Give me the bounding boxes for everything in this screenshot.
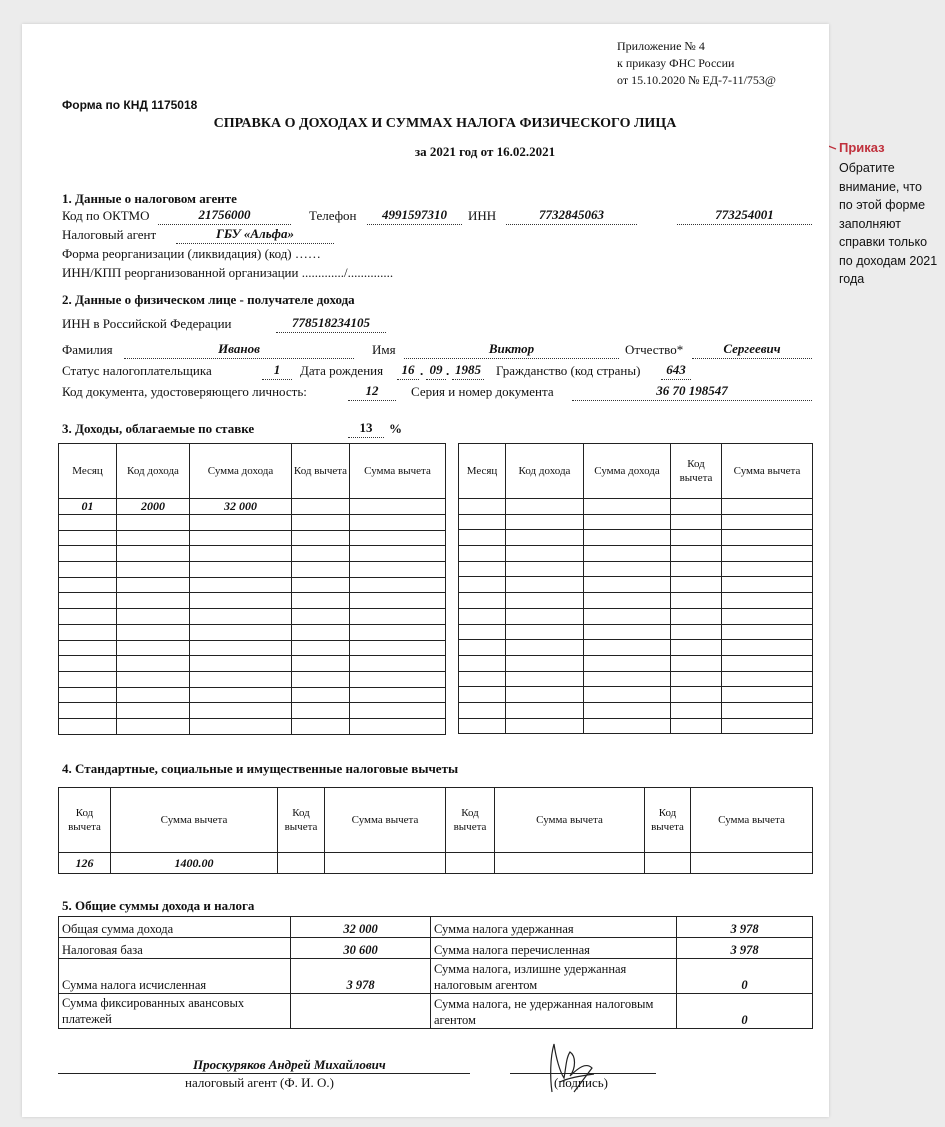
table-row <box>59 499 446 515</box>
totals-table <box>58 916 813 1029</box>
surname-value: Иванов <box>218 341 260 356</box>
col-deduction-amount: Сумма вычета <box>111 788 278 853</box>
section1-heading: 1. Данные о налоговом агенте <box>62 191 237 206</box>
oktmo-label: Код по ОКТМО <box>62 208 150 223</box>
doc-code-value: 12 <box>365 383 379 398</box>
appendix-line-2: к приказу ФНС России <box>617 56 735 70</box>
col-deduction-code: Код вычета <box>671 444 722 499</box>
table-row <box>459 499 813 515</box>
tax-transferred-value: 3 978 <box>677 938 813 959</box>
table-row <box>59 624 446 640</box>
agent-kpp-value: 773254001 <box>715 207 774 222</box>
section5-heading: 5. Общие суммы дохода и налога <box>62 898 255 913</box>
income-code-cell: 2000 <box>117 499 190 515</box>
patronymic-value: Сергеевич <box>723 341 781 356</box>
col-deduction-amount: Сумма вычета <box>722 444 813 499</box>
deduction-code-cell: 126 <box>59 853 111 874</box>
total-income-value: 32 000 <box>291 917 431 938</box>
table-row <box>59 853 813 874</box>
citizenship-value: 643 <box>666 362 686 377</box>
status-value: 1 <box>273 362 281 377</box>
table-row <box>59 562 446 578</box>
tax-base-label: Налоговая база <box>59 938 291 959</box>
col-deduction-code: Код вычета <box>292 444 350 499</box>
tax-overwithheld-value: 0 <box>677 959 813 994</box>
tax-base-value: 30 600 <box>291 938 431 959</box>
income-table-right <box>458 443 813 734</box>
col-income-code: Код дохода <box>506 444 584 499</box>
table-row <box>459 577 813 593</box>
section2-heading: 2. Данные о физическом лице - получателе дохода <box>62 292 355 307</box>
deduction-amount-cell: 1400.00 <box>111 853 278 874</box>
oktmo-value: 21756000 <box>198 207 251 222</box>
document-subtitle: за 2021 год от 16.02.2021 <box>414 144 556 159</box>
col-deduction-code: Код вычета <box>446 788 495 853</box>
table-row <box>59 687 446 703</box>
table-row <box>459 718 813 734</box>
surname-label: Фамилия <box>62 342 113 357</box>
signature-caption: (подпись) <box>554 1075 608 1090</box>
agent-label: Налоговый агент <box>62 227 157 242</box>
tax-withheld-label: Сумма налога удержанная <box>431 917 677 938</box>
col-income-amount: Сумма дохода <box>584 444 671 499</box>
deduction-amount-cell <box>350 499 446 515</box>
col-deduction-code: Код вычета <box>278 788 325 853</box>
percent-sign: % <box>389 421 402 436</box>
name-value: Виктор <box>488 341 535 356</box>
tax-calculated-label: Сумма налога исчисленная <box>59 959 291 994</box>
col-deduction-code: Код вычета <box>59 788 111 853</box>
table-row <box>459 640 813 656</box>
person-inn-value: 778518234105 <box>292 315 370 330</box>
col-income-amount: Сумма дохода <box>190 444 292 499</box>
inn-label: ИНН <box>468 208 497 223</box>
table-row <box>459 702 813 718</box>
table-row <box>59 959 813 994</box>
appendix-line-3: от 15.10.2020 № ЕД-7-11/753@ <box>617 73 776 87</box>
birth-day: 16 <box>401 362 415 377</box>
col-month: Месяц <box>59 444 117 499</box>
col-deduction-amount: Сумма вычета <box>495 788 645 853</box>
doc-code-label: Код документа, удостоверяющего личность: <box>62 384 307 399</box>
tax-calculated-value: 3 978 <box>291 959 431 994</box>
birth-label: Дата рождения <box>300 363 384 378</box>
birth-year: 1985 <box>455 362 481 377</box>
table-row <box>459 546 813 562</box>
table-row <box>459 514 813 530</box>
tax-transferred-label: Сумма налога перечисленная <box>431 938 677 959</box>
appendix-line-1: Приложение № 4 <box>617 39 705 53</box>
fixed-advance-value <box>291 994 431 1029</box>
table-row <box>59 718 446 734</box>
table-row <box>459 593 813 609</box>
agent-value: ГБУ «Альфа» <box>216 226 294 241</box>
col-deduction-code: Код вычета <box>645 788 691 853</box>
table-row <box>59 530 446 546</box>
table-row <box>59 656 446 672</box>
table-row <box>59 515 446 531</box>
citizenship-label: Гражданство (код страны) <box>496 363 641 378</box>
section4-heading: 4. Стандартные, социальные и имущественные налоговые вычеты <box>62 761 459 776</box>
income-amount-cell: 32 000 <box>190 499 292 515</box>
reorg-form-label: Форма реорганизации (ликвидация) (код) …… <box>62 246 321 261</box>
tax-overwithheld-label: Сумма налога, излишне удержанная налоговым агентом <box>431 959 677 994</box>
birth-month: 09 <box>429 362 443 377</box>
table-row <box>59 577 446 593</box>
col-income-code: Код дохода <box>117 444 190 499</box>
form-code: Форма по КНД 1175018 <box>62 98 198 112</box>
deductions-table <box>58 787 813 874</box>
col-month: Месяц <box>459 444 506 499</box>
table-row <box>59 703 446 719</box>
table-row <box>59 917 813 938</box>
month-cell: 01 <box>59 499 117 515</box>
table-row <box>459 608 813 624</box>
col-deduction-amount: Сумма вычета <box>325 788 446 853</box>
fixed-advance-label: Сумма фиксированных авансовых платежей <box>59 994 291 1029</box>
patronymic-label: Отчество* <box>625 342 684 357</box>
table-row <box>459 624 813 640</box>
table-row <box>59 609 446 625</box>
tax-not-withheld-value: 0 <box>677 994 813 1029</box>
table-row <box>459 530 813 546</box>
agent-inn-value: 7732845063 <box>539 207 604 222</box>
col-deduction-amount: Сумма вычета <box>691 788 813 853</box>
table-row <box>59 671 446 687</box>
tax-rate-value: 13 <box>359 420 373 435</box>
phone-label: Телефон <box>309 208 357 223</box>
phone-value: 4991597310 <box>382 207 447 222</box>
handwritten-signature <box>530 1038 610 1098</box>
annotation-title: Приказ <box>839 140 885 155</box>
agent-name-caption: налоговый агент (Ф. И. О.) <box>185 1075 334 1090</box>
col-deduction-amount: Сумма вычета <box>350 444 446 499</box>
income-table-left <box>58 443 446 735</box>
deduction-code-cell <box>292 499 350 515</box>
status-label: Статус налогоплательщика <box>62 363 212 378</box>
table-row <box>459 655 813 671</box>
table-row <box>59 640 446 656</box>
annotation-text: Обратите внимание, что по этой форме заполняют справки только по доходам 2021 года <box>839 161 938 286</box>
tax-withheld-value: 3 978 <box>677 917 813 938</box>
table-row <box>59 938 813 959</box>
document-title: СПРАВКА О ДОХОДАХ И СУММАХ НАЛОГА ФИЗИЧЕСКОГО ЛИЦА <box>213 116 677 131</box>
person-inn-label: ИНН в Российской Федерации <box>62 316 232 331</box>
tax-not-withheld-label: Сумма налога, не удержанная налоговым агентом <box>431 994 677 1029</box>
table-row <box>59 593 446 609</box>
table-row <box>59 994 813 1029</box>
table-row <box>459 687 813 703</box>
table-row <box>459 671 813 687</box>
table-row <box>459 561 813 577</box>
total-income-label: Общая сумма дохода <box>59 917 291 938</box>
section3-heading: 3. Доходы, облагаемые по ставке <box>62 421 255 436</box>
table-row <box>59 546 446 562</box>
doc-number-label: Серия и номер документа <box>411 384 554 399</box>
reorg-inn-label: ИНН/КПП реорганизованной организации ............./.............. <box>62 265 394 280</box>
agent-full-name: Проскуряков Андрей Михайлович <box>193 1057 386 1072</box>
name-label: Имя <box>372 342 396 357</box>
doc-number-value: 36 70 198547 <box>656 383 728 398</box>
